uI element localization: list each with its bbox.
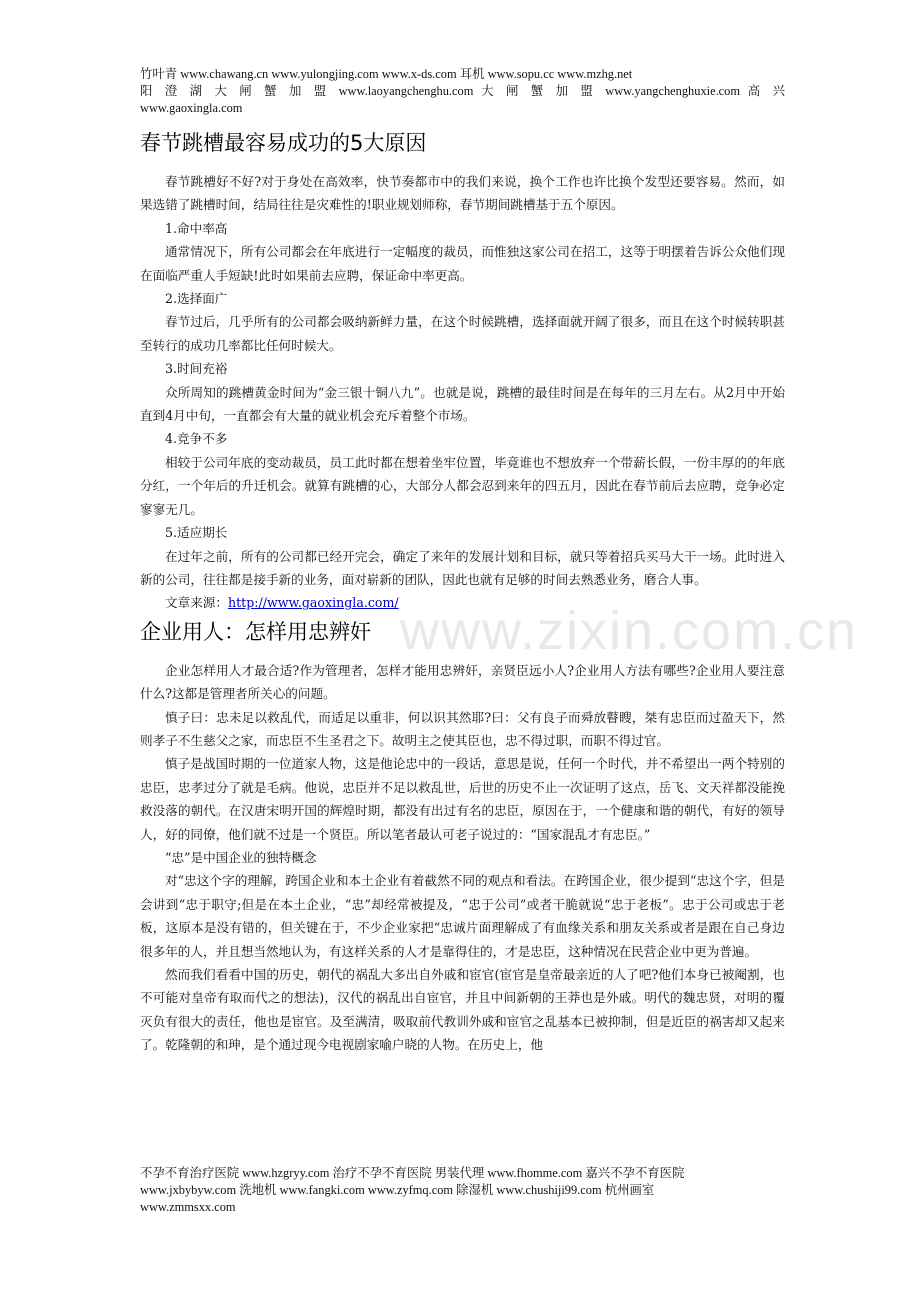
watermark: www.zixin.com.cn <box>400 601 859 661</box>
source-link[interactable]: http://www.gaoxingla.com/ <box>227 595 399 611</box>
article-2-subheading: “忠”是中国企业的独特概念 <box>165 849 317 865</box>
header-line-2: 阳 澄 湖 大 闸 蟹 加 盟 www.laoyangchenghu.com 大 闸 蟹 加 盟 www.yangchenghuxie.com 高 兴 <box>140 84 785 98</box>
reason-4-heading: 4.竞争不多 <box>165 431 228 447</box>
reason-5-text: 在过年之前，所有的公司都已经开完会，确定了来年的发展计划和目标，就只等着招兵买马大干一场。此时进入新的公司，往往都是接手新的业务，面对崭新的团队，因此也就有足够的时间去熟悉业务，磨合人事。 <box>140 548 785 587</box>
footer-line-1: 不孕不育治疗医院 www.hzgryy.com 治疗不孕不育医院 男装代理 www.fhomme.com 嘉兴不孕不育医院 <box>140 1166 685 1180</box>
reason-3-heading: 3.时间充裕 <box>165 361 228 377</box>
footer-line-2: www.jxbybyw.com 洗地机 www.fangki.com www.zyfmq.com 除湿机 www.chushiji99.com 杭州画室 <box>140 1183 655 1197</box>
footer-links <box>140 1165 785 1216</box>
article-1-intro: 春节跳槽好不好?对于身处在高效率，快节奏都市中的我们来说，换个工作也许比换个发型还要容易。然而，如果选错了跳槽时间，结局往往是灾难性的!职业规划师称，春节期间跳槽基于五个原因。 <box>140 174 785 213</box>
article-2-para-3: 慎子是战国时期的一位道家人物，这是他论忠中的一段话，意思是说，任何一个时代，并不希望出一两个特别的忠臣，忠孝过分了就是毛病。他说，忠臣并不足以救乱世，后世的历史不止一次证明了这点，岳飞、文天祥都没能挽救没落的朝代。在汉唐宋明开国的辉煌时期，都没有出过有名的忠臣，原因在于，一个健康和谐的朝代，有好的领导人，好的同僚，他们就不过是一个贤臣。所以笔者最认可老子说过的：“国家混乱才有忠臣。” <box>140 756 785 842</box>
reason-1-heading: 1.命中率高 <box>165 220 228 236</box>
footer-line-3: www.zmmsxx.com <box>140 1200 236 1214</box>
header-line-1: 竹叶青 www.chawang.cn www.yulongjing.com www.x-ds.com 耳机 www.sopu.cc www.mzhg.net <box>140 67 633 81</box>
article-2-para-5: 对“忠这个字的理解，跨国企业和本土企业有着截然不同的观点和看法。在跨国企业，很少提到“忠这个字，但是会讲到“忠于职守;但是在本土企业，“忠”却经常被提及，“忠于公司”或者干脆就说“忠于老板”。忠于公司或忠于老板，这原本是没有错的，但关键在于，不少企业家把“忠诚片面理解成了有血缘关系和朋友关系或者是跟在自己身边很多年的人，并且想当然地认为，有这样关系的人才是靠得住的，才是忠臣，这种情况在民营企业中更为普遍。 <box>140 873 785 959</box>
header-links <box>140 66 785 117</box>
source-label: 文章来源： <box>165 595 228 611</box>
article-1-title: 春节跳槽最容易成功的5大原因 <box>140 131 427 155</box>
header-line-3: www.gaoxingla.com <box>140 101 243 115</box>
reason-5-heading: 5.适应期长 <box>165 525 228 541</box>
document-page <box>140 66 859 1057</box>
reason-4-text: 相较于公司年底的变动裁员，员工此时都在想着坐牢位置，毕竟谁也不想放弃一个带薪长假，一份丰厚的的年底分红，一个年后的升迁机会。就算有跳槽的心，大部分人都会忍到来年的四五月，因此在春节前后去应聘，竞争必定寥寥无几。 <box>140 454 785 517</box>
article-2-para-2: 慎子曰：忠未足以救乱代，而适足以重非，何以识其然耶?曰：父有良子而舜放瞽瞍，桀有忠臣而过盈天下，然则孝子不生慈父之家，而忠臣不生圣君之下。故明主之使其臣也，忠不得过职，而职不得过官。 <box>140 709 785 748</box>
reason-2-text: 春节过后，几乎所有的公司都会吸纳新鲜力量，在这个时候跳槽，选择面就开阔了很多，而且在这个时候转职甚至转行的成功几率都比任何时候大。 <box>140 314 785 353</box>
article-2-para-1: 企业怎样用人才最合适?作为管理者，怎样才能用忠辨奸，亲贤臣远小人?企业用人方法有哪些?企业用人要注意什么?这都是管理者所关心的问题。 <box>140 662 785 702</box>
reason-3-text: 众所周知的跳槽黄金时间为“金三银十铜八九”。也就是说，跳槽的最佳时间是在每年的三月左右。从2月中开始直到4月中旬，一直都会有大量的就业机会充斥着整个市场。 <box>140 384 785 424</box>
article-2-title: 企业用人：怎样用忠辨奸 <box>140 619 371 644</box>
reason-1-text: 通常情况下，所有公司都会在年底进行一定幅度的裁员，而惟独这家公司在招工，这等于明摆着告诉公众他们现在面临严重人手短缺!此时如果前去应聘，保证命中率更高。 <box>140 244 785 283</box>
article-2-para-6: 然而我们看看中国的历史，朝代的祸乱大多出自外戚和宦官(宦官是皇帝最亲近的人了吧?他们本身已被阉割，也不可能对皇帝有取而代之的想法)，汉代的祸乱出自宦官，并且中间新朝的王莽也是外戚。明代的魏忠贤，对明的覆灭负有很大的责任，他也是宦官。及至满清，吸取前代教训外戚和宦官之乱基本已被抑制，但是近臣的祸害却又起来了。乾隆朝的和珅，是个通过现今电视剧家喻户晓的人物。在历史上，他 <box>140 967 785 1053</box>
reason-2-heading: 2.选择面广 <box>165 291 228 307</box>
article-source <box>140 591 785 614</box>
